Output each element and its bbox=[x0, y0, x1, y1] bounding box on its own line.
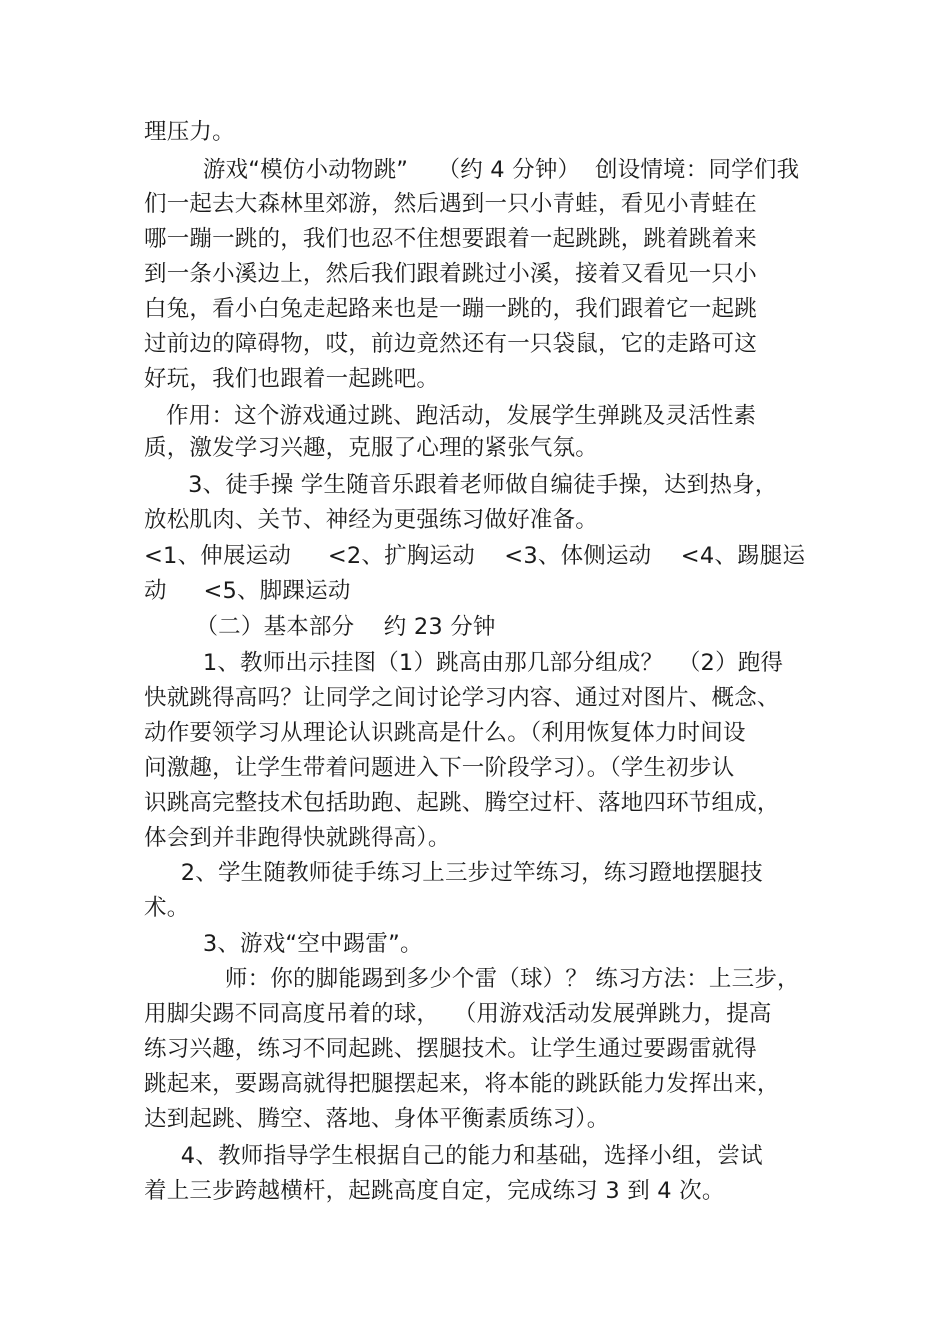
text-line: 识跳高完整技术包括助跑、起跳、腾空过杆、落地四环节组成， bbox=[144, 790, 780, 816]
text-line: 3、游戏“空中踢雷”。 bbox=[144, 931, 423, 957]
section-heading: （二）基本部分 约 23 分钟 bbox=[144, 614, 496, 640]
text-line: 作用：这个游戏通过跳、跑活动，发展学生弹跳及灵活性素 bbox=[144, 403, 757, 429]
text-line: 师：你的脚能踢到多少个雷（球）？ 练习方法：上三步， bbox=[144, 966, 800, 992]
text-line: 着上三步跨越横杆，起跳高度自定，完成练习 3 到 4 次。 bbox=[144, 1178, 725, 1204]
text-line: 动作要领学习从理论认识跳高是什么。（利用恢复体力时间设 bbox=[144, 720, 746, 746]
text-line: 放松肌肉、关节、神经为更强练习做好准备。 bbox=[144, 507, 599, 533]
text-line: 到一条小溪边上，然后我们跟着跳过小溪，接着又看见一只小 bbox=[144, 261, 757, 287]
text-line: 用脚尖踢不同高度吊着的球， （用游戏活动发展弹跳力，提高 bbox=[144, 1001, 772, 1027]
text-line: 练习兴趣，练习不同起跳、摆腿技术。让学生通过要踢雷就得 bbox=[144, 1036, 757, 1062]
text-line: 哪一蹦一跳的，我们也忍不住想要跟着一起跳跳，跳着跳着来 bbox=[144, 226, 757, 252]
text-line: <1、伸展运动 <2、扩胸运动 <3、体侧运动 <4、踢腿运 bbox=[144, 543, 806, 569]
text-line: 3、徒手操 学生随音乐跟着老师做自编徒手操，达到热身， bbox=[144, 472, 778, 498]
text-line: 2、学生随教师徒手练习上三步过竿练习，练习蹬地摆腿技 bbox=[144, 860, 763, 886]
text-line: 术。 bbox=[144, 895, 190, 921]
text-line: 达到起跳、腾空、落地、身体平衡素质练习）。 bbox=[144, 1106, 610, 1132]
text-line: 跳起来，要踢高就得把腿摆起来，将本能的跳跃能力发挥出来， bbox=[144, 1071, 780, 1097]
text-line: 问激趣，让学生带着问题进入下一阶段学习）。（学生初步认 bbox=[144, 755, 735, 781]
text-line: 快就跳得高吗？让同学之间讨论学习内容、通过对图片、概念、 bbox=[144, 685, 780, 711]
text-line: 白兔，看小白兔走起路来也是一蹦一跳的，我们跟着它一起跳 bbox=[144, 296, 757, 322]
text-line: 1、教师出示挂图（1）跳高由那几部分组成？ （2）跑得 bbox=[144, 650, 784, 676]
text-line: 们一起去大森林里郊游，然后遇到一只小青蛙，看见小青蛙在 bbox=[144, 191, 757, 217]
text-line: 游戏“模仿小动物跳” （约 4 分钟） 创设情境：同学们我 bbox=[144, 157, 800, 183]
text-line: 质，激发学习兴趣，克服了心理的紧张气氛。 bbox=[144, 435, 599, 461]
text-line: 过前边的障碍物，哎，前边竟然还有一只袋鼠，它的走路可这 bbox=[144, 331, 757, 357]
text-line: 好玩，我们也跟着一起跳吧。 bbox=[144, 366, 440, 392]
text-line: 体会到并非跑得快就跳得高）。 bbox=[144, 825, 451, 851]
text-line: 动 <5、脚踝运动 bbox=[144, 578, 351, 604]
text-line: 4、教师指导学生根据自己的能力和基础，选择小组，尝试 bbox=[144, 1143, 763, 1169]
text-line: 理压力。 bbox=[144, 119, 235, 145]
